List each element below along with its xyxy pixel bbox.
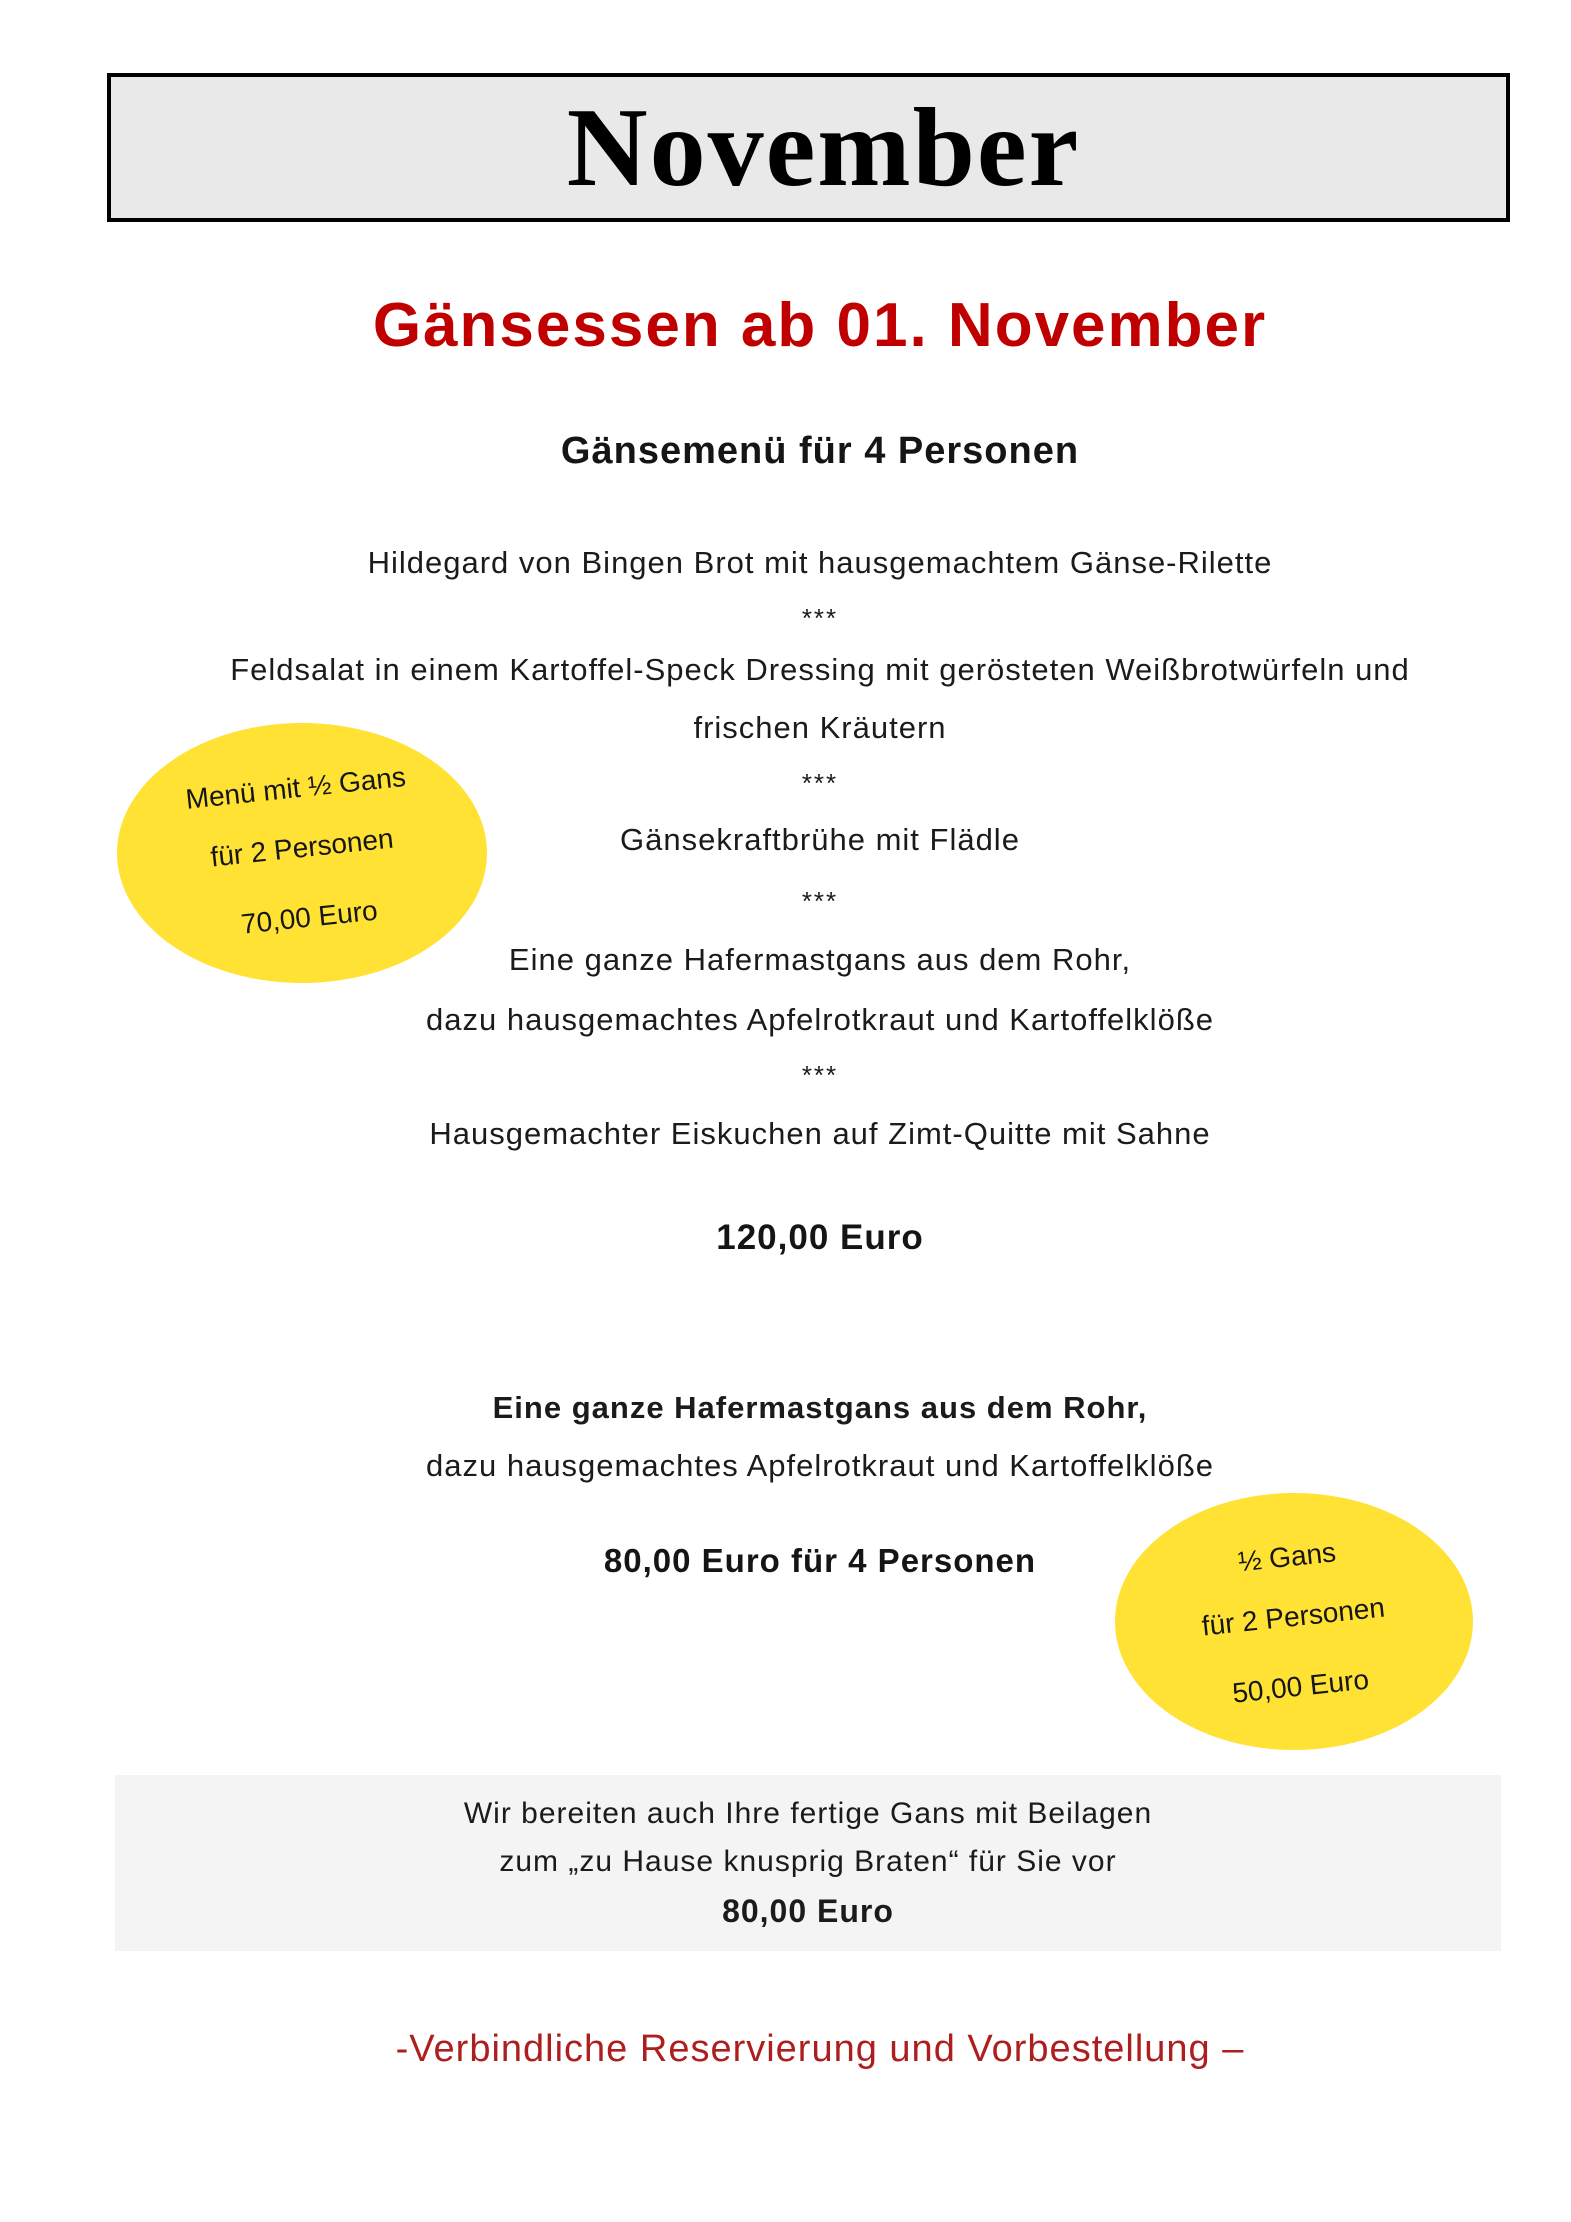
course-separator: *** [801,768,839,798]
reservation-note: -Verbindliche Reservierung und Vorbestellung – [395,2028,1245,2070]
course-line: Eine ganze Hafermastgans aus dem Rohr, [508,942,1132,977]
course-separator: *** [801,603,839,633]
price-badge-half-goose-menu [117,723,487,983]
event-heading: Gänsessen ab 01. November [372,291,1268,360]
badge-line: für 2 Personen [208,822,395,873]
badge-line: ½ Gans [1236,1535,1338,1577]
whole-goose-subtitle: dazu hausgemachtes Apfelrotkraut und Kartoffelklöße [426,1448,1214,1483]
month-title: November [566,85,1081,210]
badge-price: 70,00 Euro [238,894,379,940]
badge-text [183,759,420,947]
badge-text [1194,1529,1394,1713]
badge-line: für 2 Personen [1200,1591,1387,1642]
info-price: 80,00 Euro [722,1892,894,1929]
course-line: dazu hausgemachtes Apfelrotkraut und Kartoffelklöße [426,1002,1214,1037]
course-separator: *** [801,1060,839,1090]
menu-price: 120,00 Euro [716,1218,924,1257]
course-separator: *** [801,886,839,916]
badge-price: 50,00 Euro [1230,1663,1371,1709]
info-line: zum „zu Hause knusprig Braten“ für Sie vor [499,1844,1117,1878]
course-line: Hausgemachter Eiskuchen auf Zimt-Quitte mit Sahne [429,1116,1211,1151]
price-badge-half-goose [1115,1493,1473,1750]
home-roast-info-box [115,1775,1501,1951]
whole-goose-price: 80,00 Euro für 4 Personen [603,1542,1037,1579]
course-line: Gänsekraftbrühe mit Flädle [620,822,1020,857]
whole-goose-title: Eine ganze Hafermastgans aus dem Rohr, [492,1390,1148,1425]
info-line: Wir bereiten auch Ihre fertige Gans mit Beilagen [463,1796,1153,1830]
badge-line: Menü mit ½ Gans [183,760,407,815]
course-line: Feldsalat in einem Kartoffel-Speck Dressing mit gerösteten Weißbrotwürfeln und [230,652,1410,687]
menu-title: Gänsemenü für 4 Personen [560,430,1080,472]
month-title-box [107,73,1510,222]
course-line: Hildegard von Bingen Brot mit hausgemachtem Gänse-Rilette [367,545,1273,580]
course-line: frischen Kräutern [693,710,947,745]
